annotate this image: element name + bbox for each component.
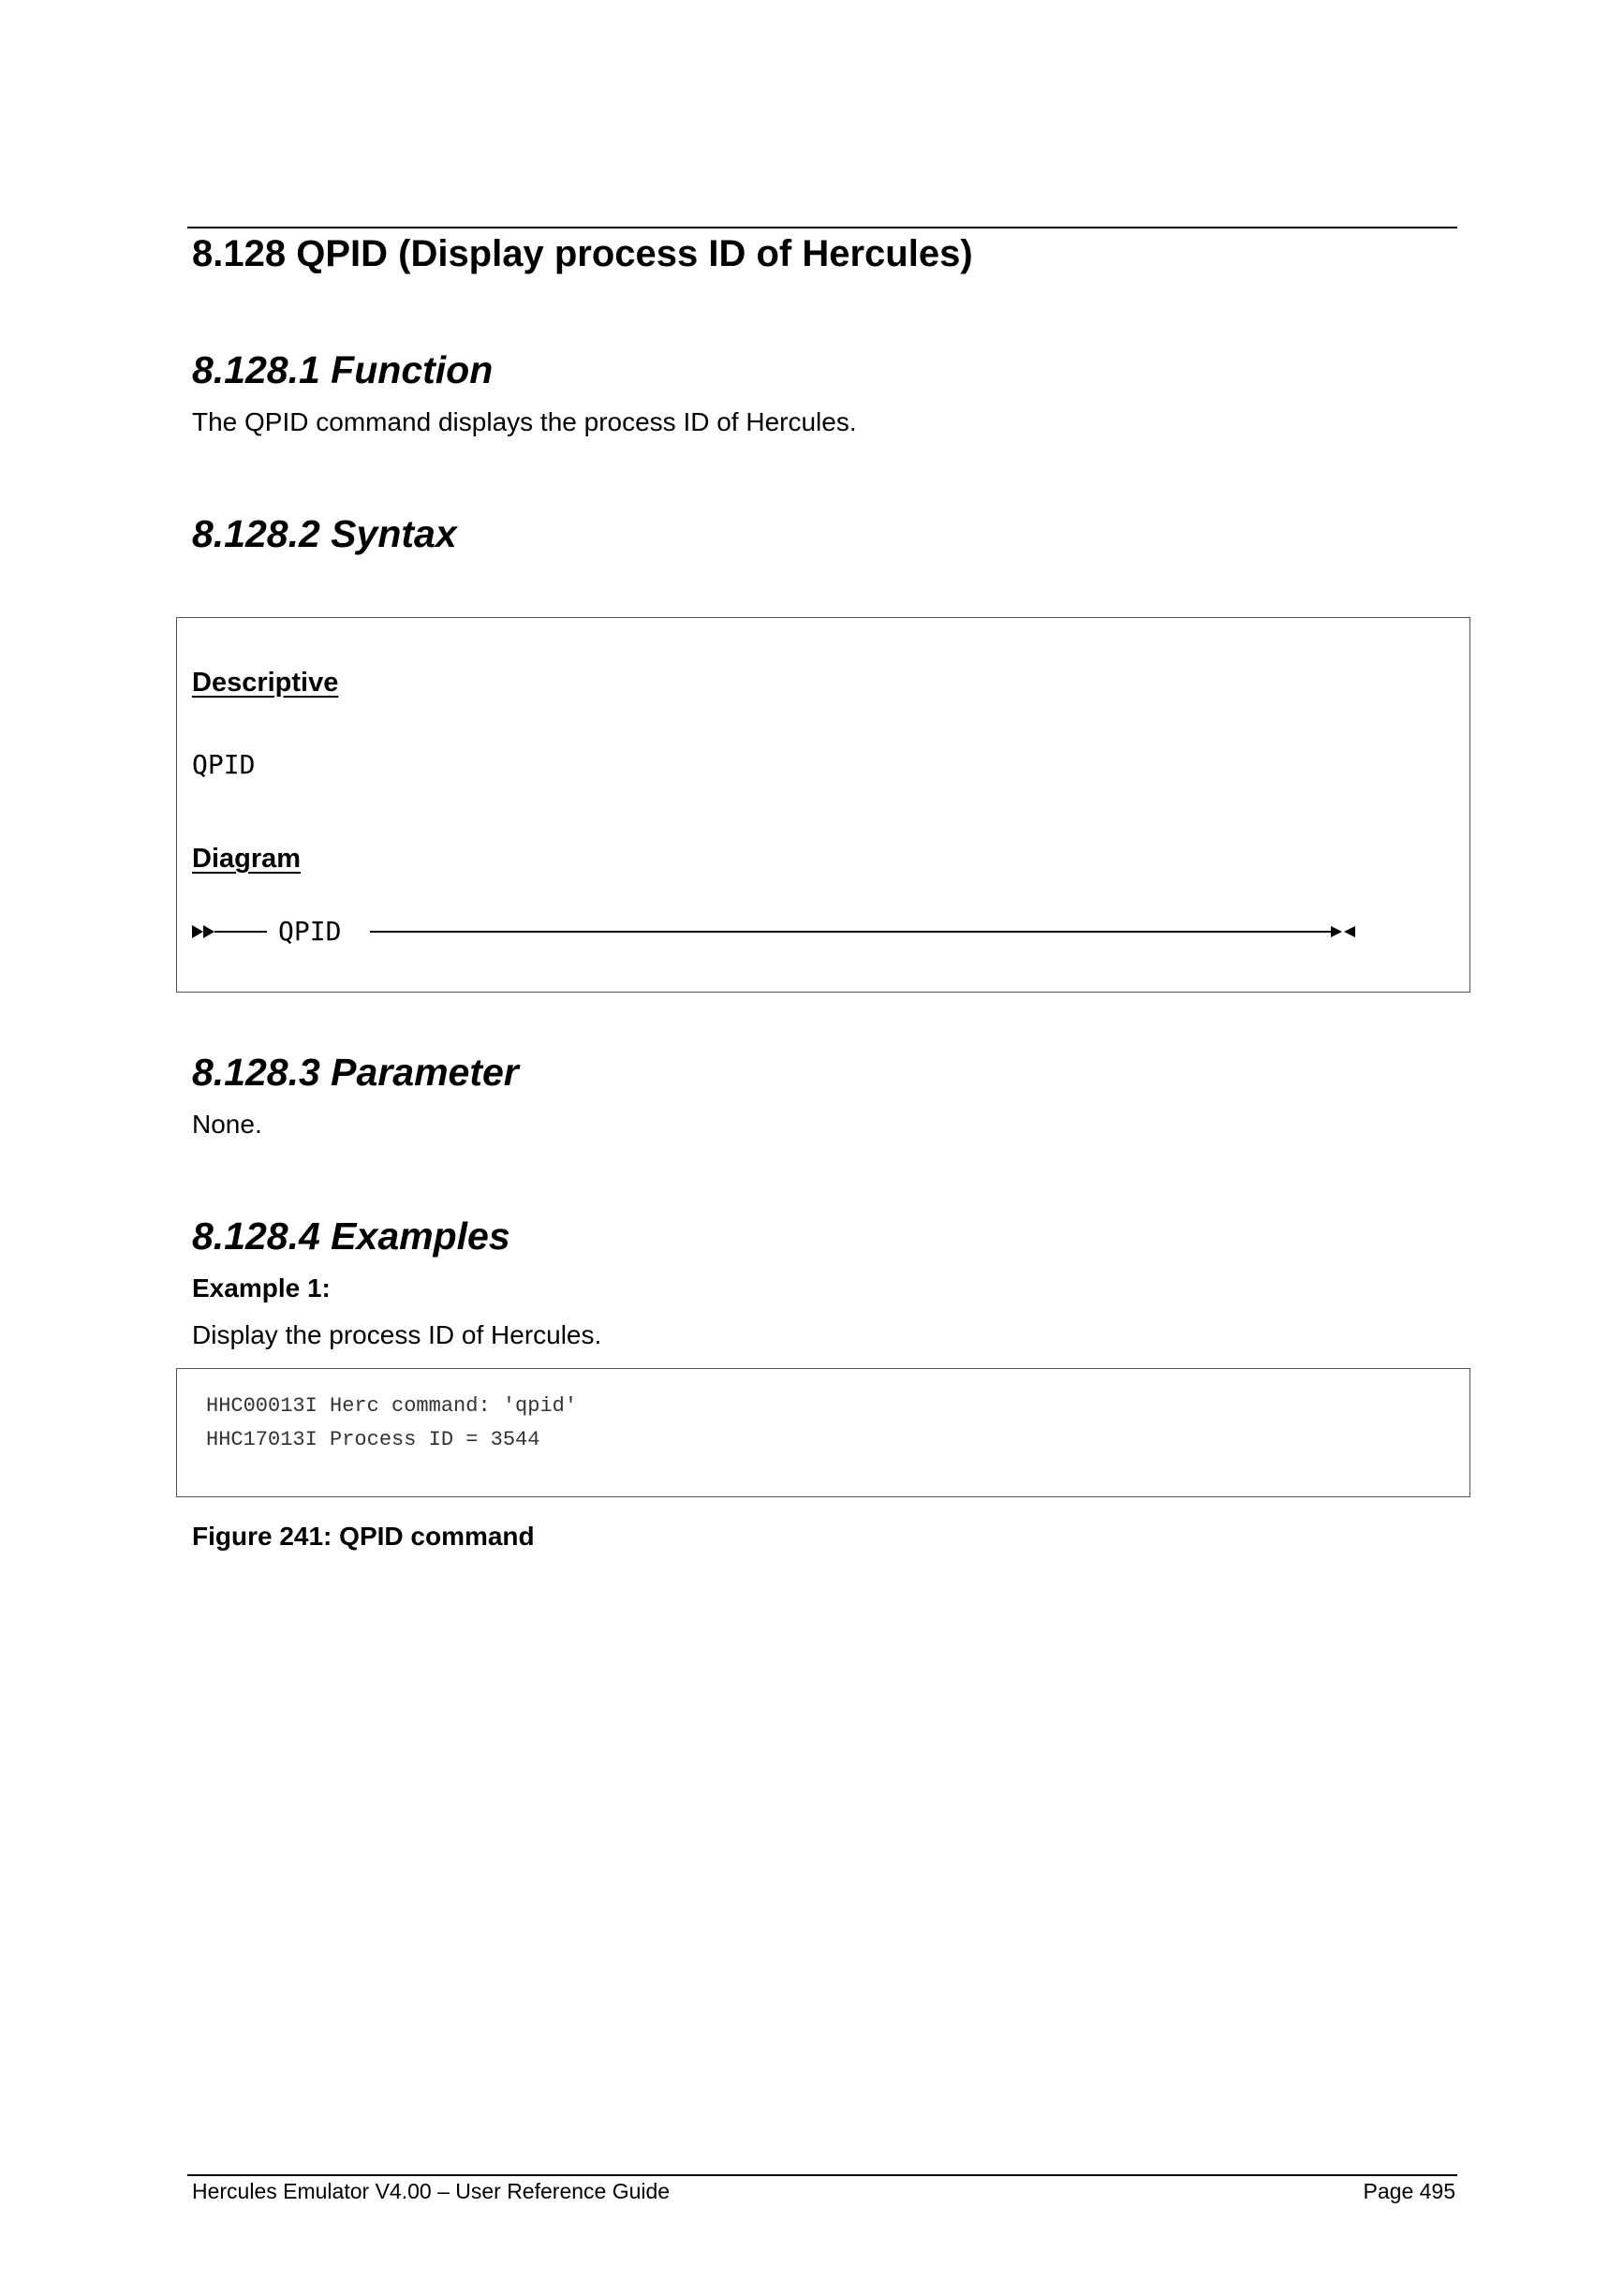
code-line: HHC00013I Herc command: 'qpid' xyxy=(206,1394,578,1418)
footer-rule xyxy=(187,2174,1457,2176)
syntax-heading: 8.128.2 Syntax xyxy=(192,512,457,555)
examples-heading: 8.128.4 Examples xyxy=(192,1214,510,1258)
descriptive-label: Descriptive xyxy=(192,668,339,698)
section-heading: 8.128 QPID (Display process ID of Hercules) xyxy=(192,233,973,274)
function-text: The QPID command displays the process ID of Hercules. xyxy=(192,407,857,436)
page-number: Page 495 xyxy=(1363,2179,1455,2203)
top-rule xyxy=(187,227,1457,228)
parameter-text: None. xyxy=(192,1110,262,1139)
parameter-heading: 8.128.3 Parameter xyxy=(192,1051,519,1094)
code-box xyxy=(176,1368,1470,1497)
function-heading: 8.128.1 Function xyxy=(192,348,494,391)
diagram-main-line xyxy=(370,916,1363,948)
example-label: Example 1: xyxy=(192,1273,331,1303)
diagram-label: Diagram xyxy=(192,844,302,874)
footer-title: Hercules Emulator V4.00 – User Reference Guide xyxy=(192,2179,671,2203)
figure-caption: Figure 241: QPID command xyxy=(192,1522,535,1551)
diagram-keyword: QPID xyxy=(278,916,342,947)
diagram-start-arrows-icon xyxy=(192,916,267,948)
syntax-diagram xyxy=(192,916,1363,948)
descriptive-value: QPID xyxy=(192,749,256,780)
code-line: HHC17013I Process ID = 3544 xyxy=(206,1428,540,1451)
syntax-box xyxy=(176,617,1470,993)
example-text: Display the process ID of Hercules. xyxy=(192,1320,602,1349)
